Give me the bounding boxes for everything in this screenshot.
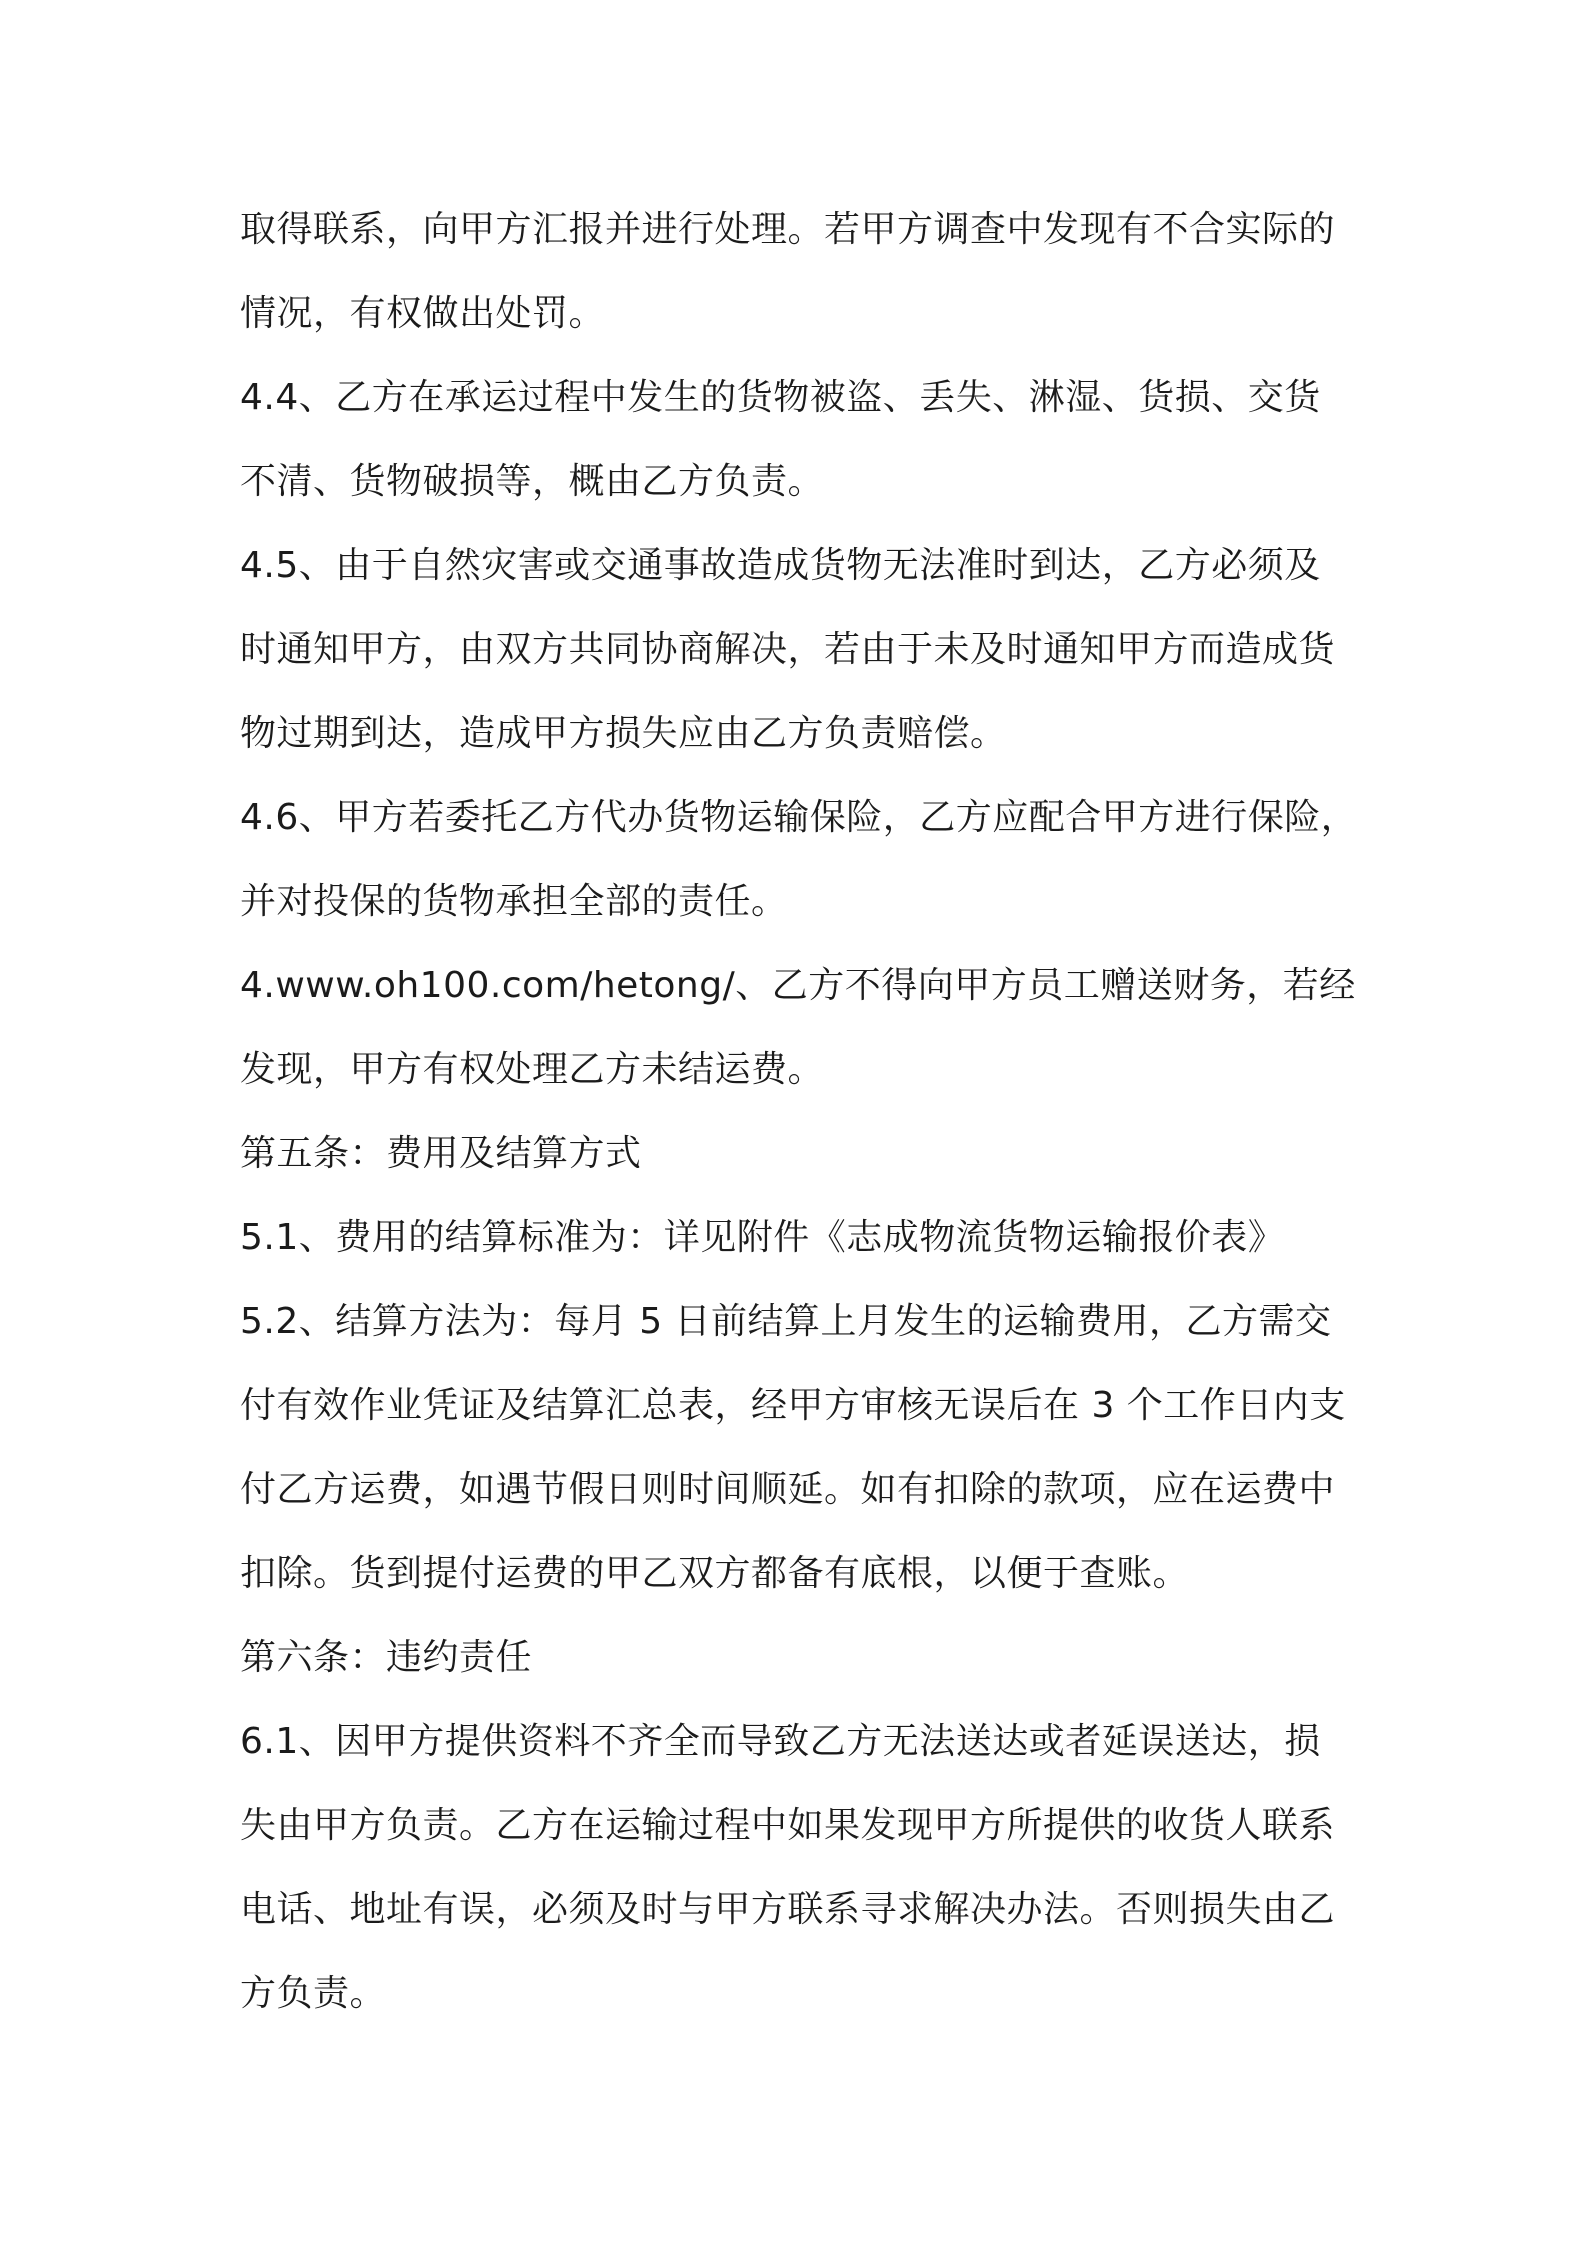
clause-5-2-line-3: 付乙方运费，如遇节假日则时间顺延。如有扣除的款项，应在运费中 bbox=[240, 1469, 1336, 1510]
clause-5-1-line-1: 5.1、费用的结算标准为：详见附件《志成物流货物运输报价表》 bbox=[240, 1217, 1285, 1258]
text-line-2: 情况，有权做出处罚。 bbox=[240, 293, 606, 334]
clause-5-2-line-2: 付有效作业凭证及结算汇总表，经甲方审核无误后在 3 个工作日内支 bbox=[240, 1385, 1346, 1426]
clause-6-1-line-3: 电话、地址有误，必须及时与甲方联系寻求解决办法。否则损失由乙 bbox=[240, 1889, 1336, 1930]
clause-6-1-line-4: 方负责。 bbox=[240, 1973, 387, 2014]
clause-4-4-line-1: 4.4、乙方在承运过程中发生的货物被盗、丢失、淋湿、货损、交货 bbox=[240, 377, 1321, 418]
clause-5-2-line-4: 扣除。货到提付运费的甲乙双方都备有底根，以便于查账。 bbox=[240, 1553, 1190, 1594]
clause-6-1-line-1: 6.1、因甲方提供资料不齐全而导致乙方无法送达或者延误送达，损 bbox=[240, 1721, 1321, 1762]
clause-5-2-line-1: 5.2、结算方法为：每月 5 日前结算上月发生的运输费用，乙方需交 bbox=[240, 1301, 1332, 1342]
clause-4-5-line-3: 物过期到达，造成甲方损失应由乙方负责赔偿。 bbox=[240, 713, 1007, 754]
clause-4-5-line-1: 4.5、由于自然灾害或交通事故造成货物无法准时到达，乙方必须及 bbox=[240, 545, 1321, 586]
clause-6-1-line-2: 失由甲方负责。乙方在运输过程中如果发现甲方所提供的收货人联系 bbox=[240, 1805, 1336, 1846]
clause-4-4-line-2: 不清、货物破损等，概由乙方负责。 bbox=[240, 461, 825, 502]
clause-4-6-line-1: 4.6、甲方若委托乙方代办货物运输保险，乙方应配合甲方进行保险， bbox=[240, 797, 1358, 838]
article-6-heading: 第六条：违约责任 bbox=[240, 1637, 533, 1678]
document-body bbox=[240, 188, 1360, 2036]
clause-4-6-line-2: 并对投保的货物承担全部的责任。 bbox=[240, 881, 788, 922]
clause-4-5-line-2: 时通知甲方，由双方共同协商解决，若由于未及时通知甲方而造成货 bbox=[240, 629, 1336, 670]
clause-4-7-line-1: 4.www.oh100.com/hetong/、乙方不得向甲方员工赠送财务，若经 bbox=[240, 965, 1356, 1006]
article-5-heading: 第五条：费用及结算方式 bbox=[240, 1133, 642, 1174]
clause-4-7-line-2: 发现，甲方有权处理乙方未结运费。 bbox=[240, 1049, 825, 1090]
text-line-1: 取得联系，向甲方汇报并进行处理。若甲方调查中发现有不合实际的 bbox=[240, 209, 1336, 250]
